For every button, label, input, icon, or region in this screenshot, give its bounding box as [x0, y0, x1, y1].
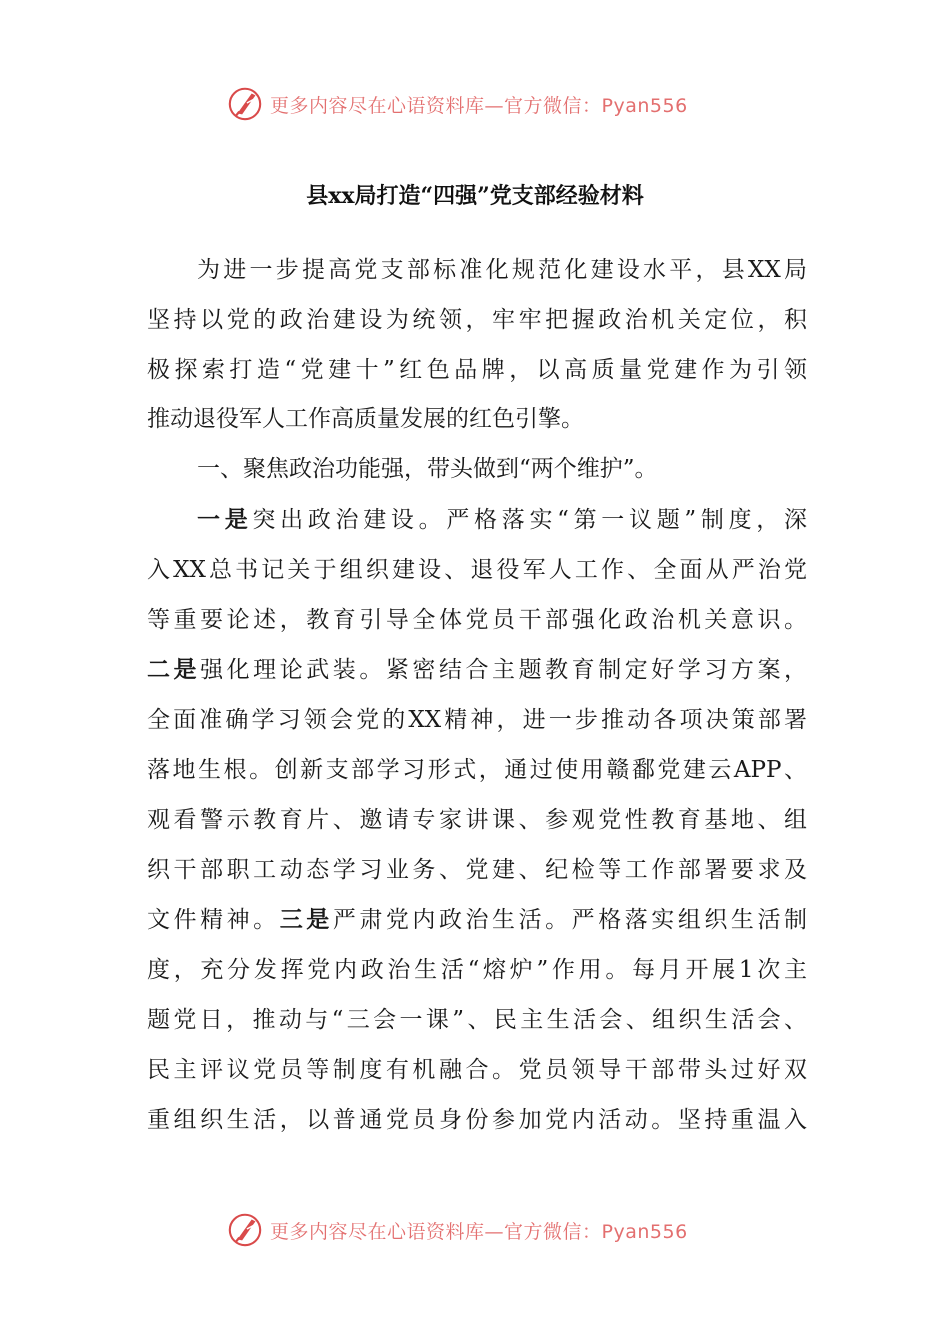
document-body: [147, 246, 807, 1145]
lead-marker: 三是: [279, 906, 333, 934]
watermark-text: 更多内容尽在心语资料库—官方微信：Pyan556: [270, 1221, 688, 1243]
paragraph-line: 坚持以党的政治建设为统领，牢牢把握政治机关定位，积: [147, 306, 807, 333]
watermark-wechat-id: Pyan556: [601, 95, 688, 117]
quill-pen-logo-icon: [226, 84, 264, 122]
quill-pen-logo-icon: [226, 1210, 264, 1248]
paragraph-line: 文件精神。三是严肃党内政治生活。严格落实组织生活制: [147, 906, 808, 934]
watermark-wechat-id: Pyan556: [601, 1221, 688, 1243]
document-title: 县xx局打造“四强”党支部经验材料: [306, 183, 644, 209]
lead-marker: 二是: [147, 656, 201, 684]
paragraph-line: 入XX总书记关于组织建设、退役军人工作、全面从严治党: [147, 556, 807, 583]
paragraph-line: 织干部职工动态学习业务、党建、纪检等工作部署要求及: [147, 856, 807, 883]
paragraph-line: 落地生根。创新支部学习形式，通过使用赣鄱党建云APP、: [147, 756, 807, 783]
paragraph-line: 极探索打造“党建十”红色品牌，以高质量党建作为引领: [147, 356, 807, 383]
lead-marker: 一是: [197, 505, 253, 533]
paragraph-line: 全面准确学习领会党的XX精神，进一步推动各项决策部署: [147, 707, 807, 734]
paragraph-line: 观看警示教育片、邀请专家讲课、参观党性教育基地、组: [147, 806, 807, 833]
paragraph-line: 度，充分发挥党内政治生活“熔炉”作用。每月开展1次主: [147, 957, 807, 984]
paragraph-line: 重组织生活，以普通党员身份参加党内活动。坚持重温入: [147, 1106, 807, 1133]
paragraph-line: 二是强化理论武装。紧密结合主题教育制定好学习方案，: [147, 656, 808, 684]
paragraph-line: 民主评议党员等制度有机融合。党员领导干部带头过好双: [147, 1056, 807, 1083]
paragraph-line: 题党日，推动与“三会一课”、民主生活会、组织生活会、: [147, 1006, 807, 1033]
watermark-banner-top: [0, 82, 950, 126]
section-heading: 一、聚焦政治功能强，带头做到“两个维护”。: [197, 456, 658, 483]
paragraph-line: 为进一步提高党支部标准化规范化建设水平，县XX局: [197, 257, 807, 283]
paragraph-line: 推动退役军人工作高质量发展的红色引擎。: [147, 406, 584, 433]
watermark-banner-bottom: [0, 1208, 950, 1252]
paragraph-line: 等重要论述，教育引导全体党员干部强化政治机关意识。: [147, 606, 807, 633]
paragraph-line: 一是突出政治建设。严格落实“第一议题”制度，深: [197, 505, 807, 533]
watermark-text: 更多内容尽在心语资料库—官方微信：Pyan556: [270, 95, 688, 117]
